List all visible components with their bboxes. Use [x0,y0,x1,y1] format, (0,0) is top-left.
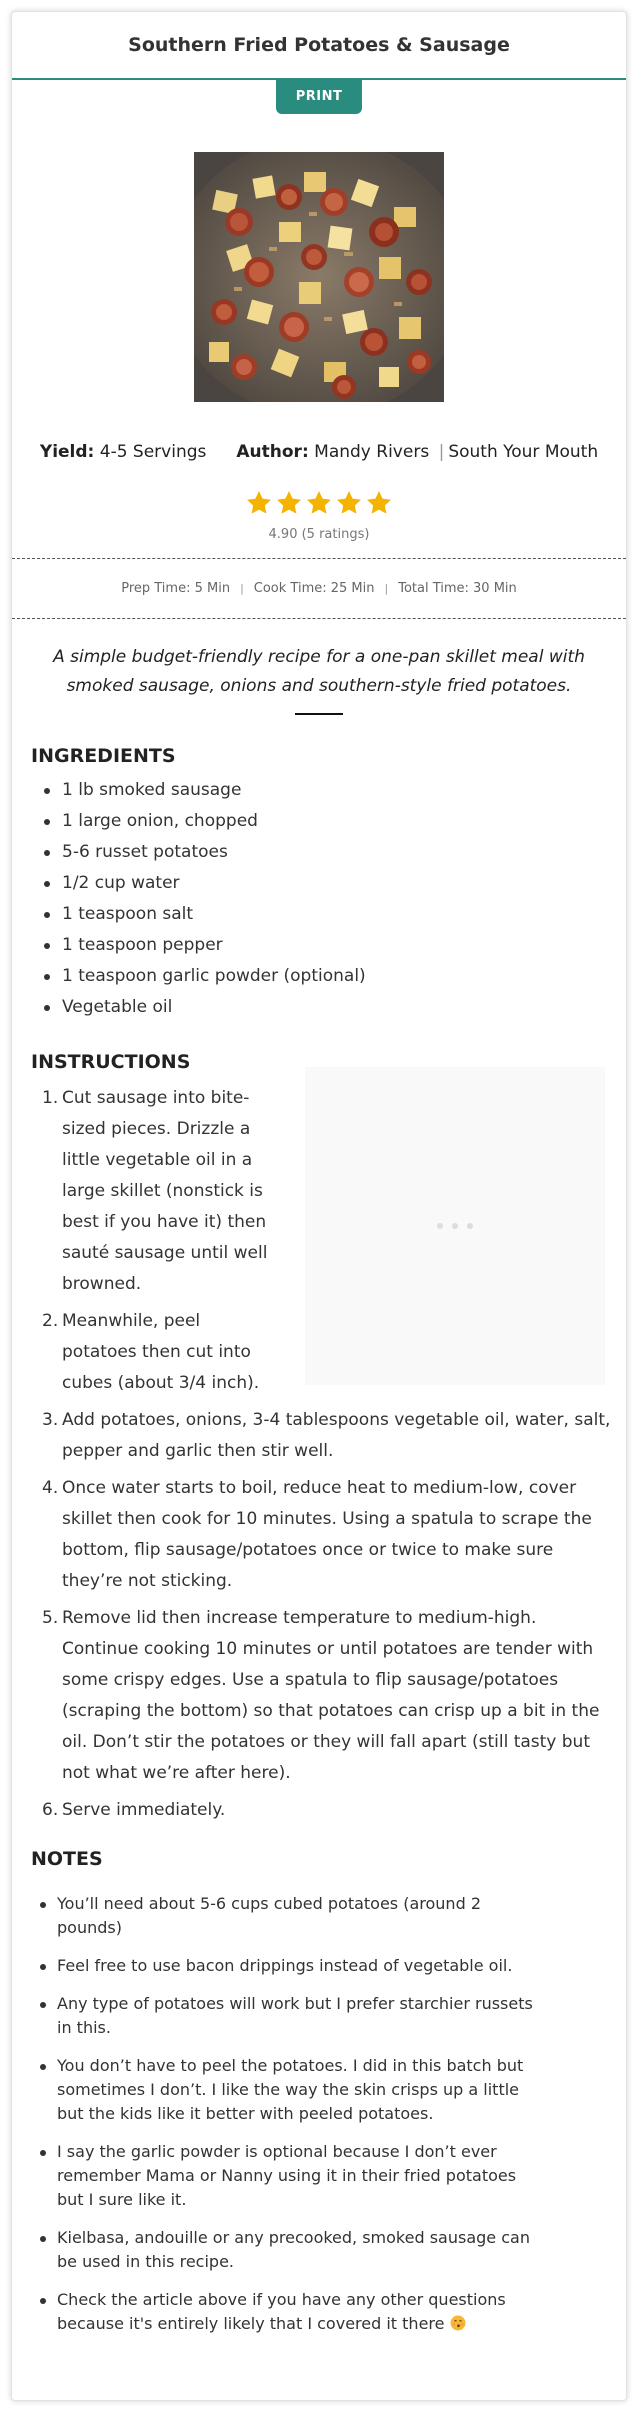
note-item: Feel free to use bacon drippings instead of vegetable oil. [57,1954,547,1978]
ingredient-item: 1 teaspoon salt [62,899,626,930]
ingredients-heading: INGREDIENTS [31,745,176,767]
instructions-area [12,1083,626,1826]
step-text: Once water starts to boil, reduce heat to medium-low, cover skillet then cook for 10 minutes. Using a spatula to scrape the bottom, flip sausage/potatoes once or twice to make sure they’re not sticking. [62,1478,592,1591]
ingredient-item: Vegetable oil [62,992,626,1023]
kissing-face-icon [450,2315,466,2331]
recipe-title: Southern Fried Potatoes & Sausage [12,12,626,80]
summary-divider [295,713,343,715]
recipe-photo [194,152,444,402]
step-number: 1. [42,1088,59,1108]
recipe-photo-wrap [12,152,626,402]
yield [40,442,207,462]
yield-label: Yield: [39,442,95,462]
total-time: Total Time: 30 Min [398,581,517,596]
rating-summary: 4.90 (5 ratings) [268,527,370,542]
step-text: Add potatoes, onions, 3-4 tablespoons vegetable oil, water, salt, pepper and garlic then stir well. [62,1410,611,1461]
star-icon[interactable] [305,489,333,517]
time-separator: | [240,582,244,595]
instruction-step [42,1473,612,1597]
star-icon[interactable] [335,489,363,517]
ingredient-item: 1 teaspoon pepper [62,930,626,961]
ingredient-item: 1 lb smoked sausage [62,775,626,806]
instructions-heading: INSTRUCTIONS [31,1051,191,1073]
ingredients-list [62,775,626,1023]
note-item: I say the garlic powder is optional because I don’t ever remember Mama or Nanny using it in their fried potatoes but I sure like it. [57,2140,547,2212]
yield-value: 4-5 Servings [99,442,207,462]
author [236,442,598,462]
notes-list [57,1892,626,2336]
instruction-step [42,1083,277,1300]
notes-heading: NOTES [31,1848,103,1870]
recipe-card [11,11,627,2401]
recipe-times [12,558,626,619]
step-text: Remove lid then increase temperature to medium-high. Continue cooking 10 minutes or until potatoes are tender with some crispy edges. Use a spatula to flip sausage/potatoes (scraping the bottom) so that potatoes can crisp up a bit in the oil. Don’t stir the potatoes or they will fall apart (still tasty but not what we’re after here). [62,1608,600,1783]
note-item: You’ll need about 5-6 cups cubed potatoes (around 2 pounds) [57,1892,547,1940]
instruction-step [42,1306,277,1399]
cook-time: Cook Time: 25 Min [253,581,375,596]
ingredient-item: 5-6 russet potatoes [62,837,626,868]
ingredient-item: 1/2 cup water [62,868,626,899]
step-number: 2. [42,1311,59,1331]
author-separator: | [438,442,445,462]
note-item: You don’t have to peel the potatoes. I did in this batch but sometimes I don’t. I like the way the skin crisps up a little but the kids like it better with peeled potatoes. [57,2054,547,2126]
note-item: Kielbasa, andouille or any precooked, smoked sausage can be used in this recipe. [57,2226,547,2274]
instruction-step [42,1603,612,1789]
step-number: 4. [42,1478,59,1498]
star-icon[interactable] [275,489,303,517]
note-item: Any type of potatoes will work but I prefer starchier russets in this. [57,1992,547,2040]
ingredient-item: 1 teaspoon garlic powder (optional) [62,961,626,992]
print-row [12,80,626,114]
star-icon[interactable] [245,489,273,517]
step-text: Meanwhile, peel potatoes then cut into cubes (about 3/4 inch). [62,1311,260,1393]
print-button[interactable]: PRINT [276,80,363,114]
note-item [57,2288,547,2336]
ingredient-item: 1 large onion, chopped [62,806,626,837]
rating-stars [12,489,626,517]
author-name: Mandy Rivers [314,442,430,462]
prep-time: Prep Time: 5 Min [121,581,231,596]
time-separator: | [384,582,389,595]
author-site-link[interactable]: South Your Mouth [448,442,599,462]
loading-dots-icon [437,1223,473,1229]
author-label: Author: [236,442,309,462]
recipe-summary: A simple budget-friendly recipe for a one-pan skillet meal with smoked sausage, onions and southern-style fried potatoes. [53,647,585,696]
recipe-meta [12,442,626,462]
instruction-step [42,1405,612,1467]
step-number: 5. [42,1608,59,1628]
star-icon[interactable] [365,489,393,517]
step-number: 3. [42,1410,59,1430]
step-text: Cut sausage into bite-sized pieces. Drizzle a little vegetable oil in a large skillet (nonstick is best if you have it) then sauté sausage until well browned. [62,1088,268,1294]
note-text: Check the article above if you have any other questions because it's entirely likely that I covered it there [57,2290,506,2333]
ad-placeholder[interactable] [305,1067,605,1385]
step-number: 6. [42,1800,59,1820]
step-text: Serve immediately. [62,1800,226,1820]
instruction-step [42,1795,612,1826]
